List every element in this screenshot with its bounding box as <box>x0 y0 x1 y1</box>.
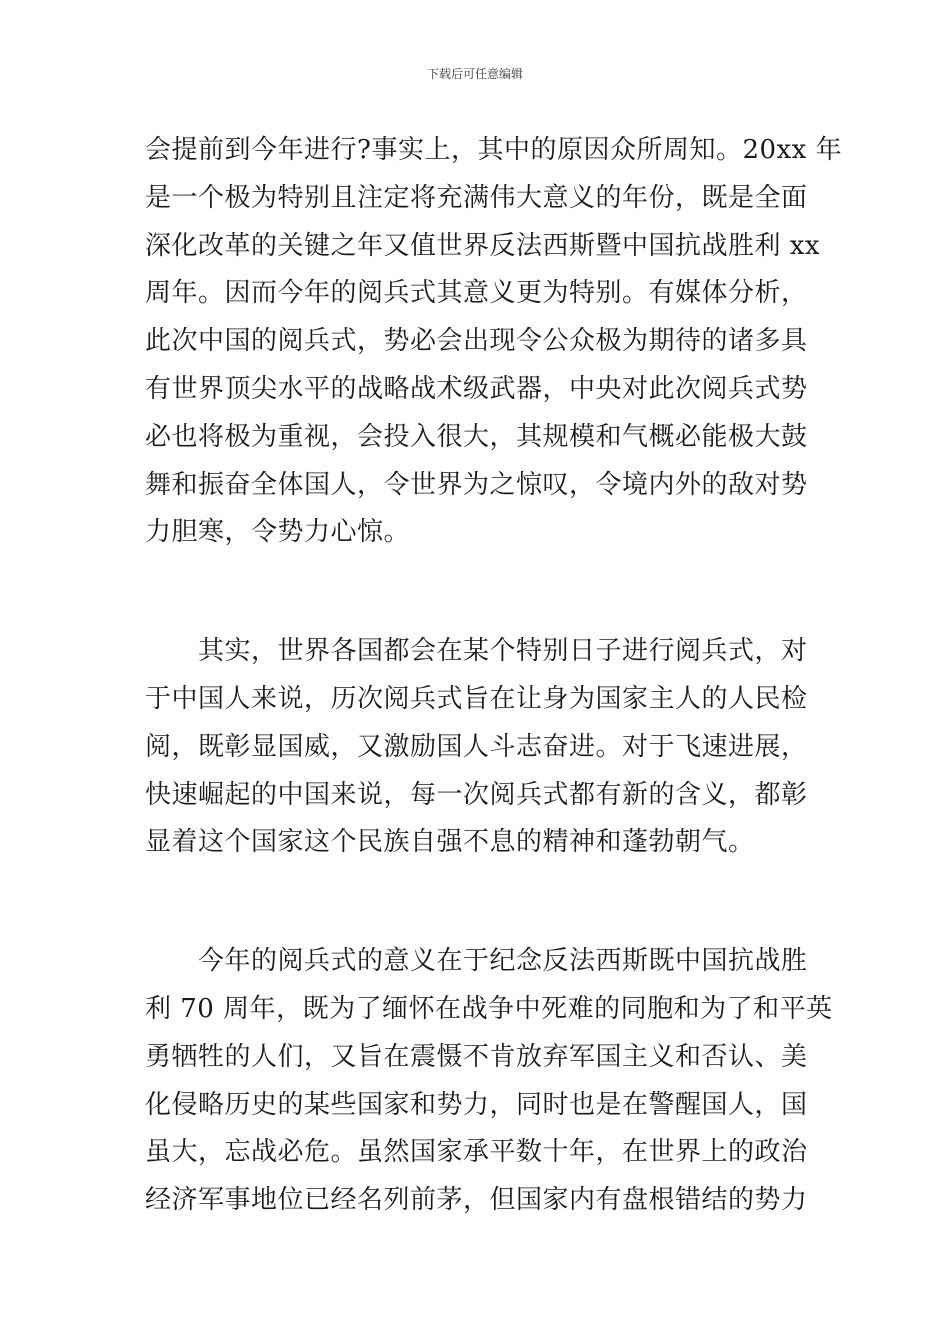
text-line: 力胆寒，令势力心惊。 <box>145 517 411 548</box>
text-line: 虽大，忘战必危。虽然国家承平数十年，在世界上的政治 <box>145 1137 808 1168</box>
text-line: 其实，世界各国都会在某个特别日子进行阅兵式，对 <box>145 636 808 667</box>
text-line: 快速崛起的中国来说，每一次阅兵式都有新的含义，都彰 <box>145 779 808 810</box>
text-line: 周年。因而今年的阅兵式其意义更为特别。有媒体分析， <box>145 278 808 309</box>
text-line: 是一个极为特别且注定将充满伟大意义的年份，既是全面 <box>145 182 808 213</box>
text-line: 会提前到今年进行?事实上，其中的原因众所周知。20xx 年 <box>145 135 843 165</box>
text-line: 经济军事地位已经名列前茅，但国家内有盘根错结的势力 <box>145 1185 808 1216</box>
text-line: 勇牺牲的人们，又旨在震慑不肯放弃军国主义和否认、美 <box>145 1041 808 1072</box>
paragraph-3 <box>145 938 833 1225</box>
text-line: 于中国人来说，历次阅兵式旨在让身为国家主人的人民检 <box>145 683 808 714</box>
paragraph-spacer <box>145 557 813 628</box>
document-body <box>145 127 843 1225</box>
text-line: 利 70 周年，既为了缅怀在战争中死难的同胞和为了和平英 <box>145 993 833 1024</box>
text-line: 舞和振奋全体国人，令世界为之惊叹，令境内外的敌对势 <box>145 469 808 500</box>
paragraph-spacer <box>145 867 813 938</box>
page-header: 下载后可任意编辑 <box>426 67 523 81</box>
text-line: 显着这个国家这个民族自强不息的精神和蓬勃朝气。 <box>145 827 755 858</box>
text-line: 今年的阅兵式的意义在于纪念反法西斯既中国抗战胜 <box>145 946 808 977</box>
text-line: 化侵略历史的某些国家和势力，同时也是在警醒国人，国 <box>145 1089 808 1120</box>
text-line: 有世界顶尖水平的战略战术级武器，中央对此次阅兵式势 <box>145 373 808 404</box>
paragraph-1 <box>145 127 843 557</box>
paragraph-2 <box>145 628 813 867</box>
text-line: 此次中国的阅兵式，势必会出现令公众极为期待的诸多具 <box>145 326 808 357</box>
text-line: 深化改革的关键之年又值世界反法西斯暨中国抗战胜利 xx <box>145 230 821 261</box>
text-line: 必也将极为重视，会投入很大，其规模和气概必能极大鼓 <box>145 421 808 452</box>
text-line: 阅，既彰显国威，又激励国人斗志奋进。对于飞速进展， <box>145 731 808 762</box>
